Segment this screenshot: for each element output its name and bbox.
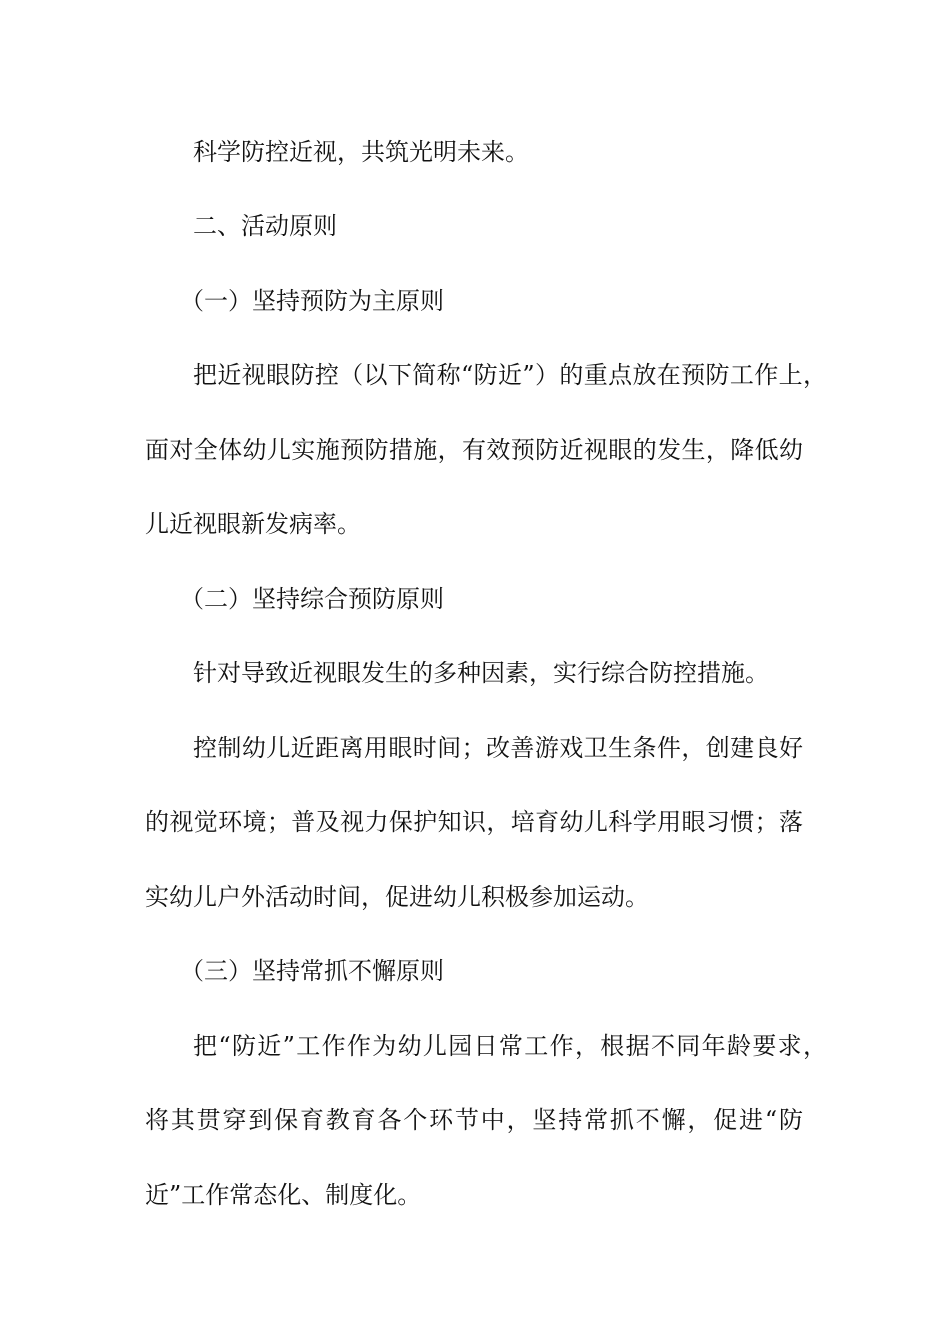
paragraph-line: 将其贯穿到保育教育各个环节中，坚持常抓不懈，促进“防 [145,1106,803,1134]
paragraph-line: 面对全体幼儿实施预防措施，有效预防近视眼的发生，降低幼 [145,436,803,464]
paragraph-line: 把“防近”工作作为幼儿园日常工作，根据不同年龄要求， [193,1032,827,1060]
principle-heading-1: （一）坚持预防为主原则 [180,287,444,315]
paragraph-line: 的视觉环境；普及视力保护知识，培育幼儿科学用眼习惯；落 [145,808,803,836]
paragraph-line: 儿近视眼新发病率。 [145,510,361,538]
paragraph-line: 把近视眼防控（以下简称“防近”）的重点放在预防工作上， [193,361,827,389]
paragraph-line: 针对导致近视眼发生的多种因素，实行综合防控措施。 [193,659,769,687]
paragraph-line: 实幼儿户外活动时间，促进幼儿积极参加运动。 [145,883,649,911]
section-heading: 二、活动原则 [193,212,337,240]
paragraph-line: 控制幼儿近距离用眼时间；改善游戏卫生条件，创建良好 [193,734,803,762]
principle-heading-3: （三）坚持常抓不懈原则 [180,957,444,985]
paragraph-line-slogan: 科学防控近视，共筑光明未来。 [193,138,529,166]
principle-heading-2: （二）坚持综合预防原则 [180,585,444,613]
paragraph-line: 近”工作常态化、制度化。 [145,1181,422,1209]
